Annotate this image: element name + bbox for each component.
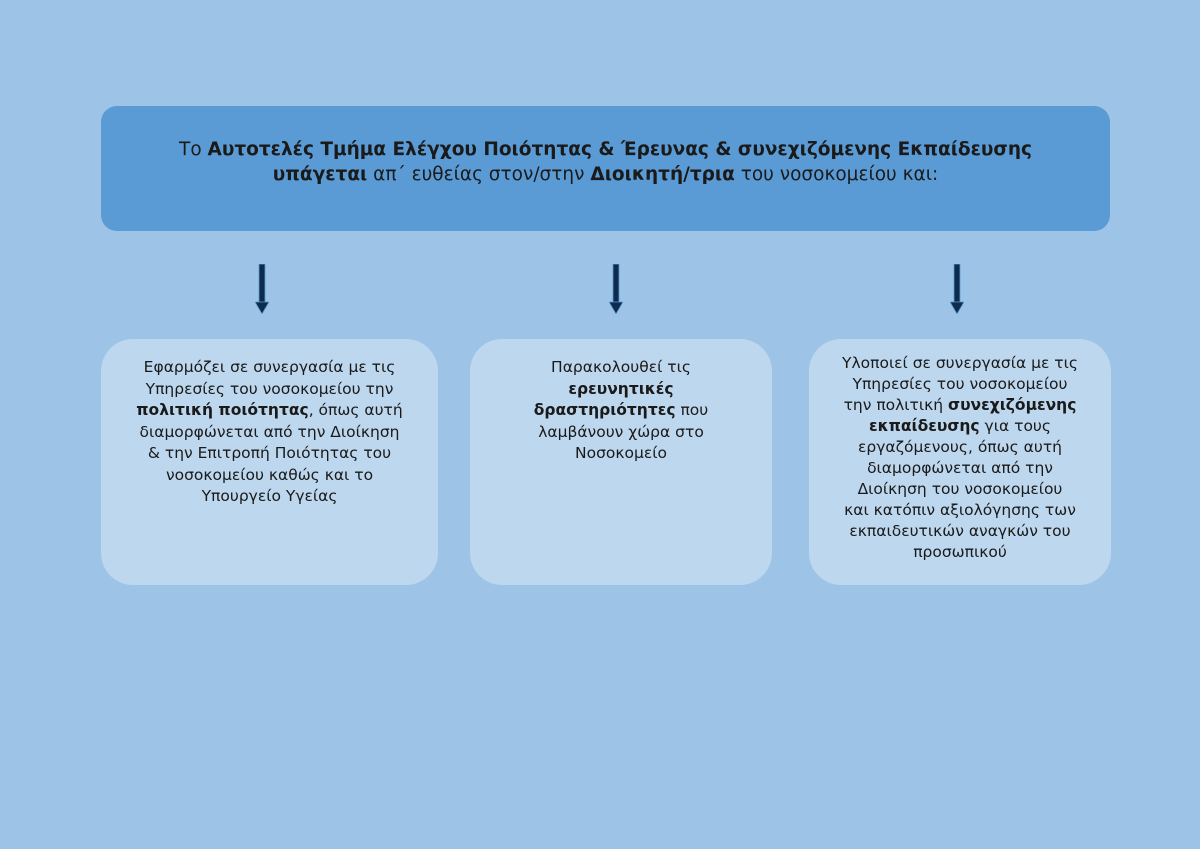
header-text-2: του νοσοκομείου και: (734, 164, 939, 185)
card-text-line (520, 357, 722, 379)
card-text: Υπουργείο Υγείας (201, 487, 338, 505)
card-text-line (129, 486, 410, 508)
card-text: για τους (979, 417, 1051, 435)
card-text-line (520, 422, 722, 444)
department-name: Αυτοτελές Τμήμα Ελέγχου Ποιότητας & Έρευνας & συνεχιζόμενης Εκπαίδευσης (207, 139, 1032, 160)
card-text-line (823, 353, 1097, 374)
card-text-bold: πολιτική ποιότητας (136, 401, 309, 419)
card-text-line (129, 400, 410, 422)
card-text: Παρακολουθεί τις (551, 358, 691, 376)
card-text-line (823, 395, 1097, 416)
card-text-line (823, 374, 1097, 395)
card-text-line (823, 542, 1097, 563)
card-text-bold: συνεχιζόμενης (948, 396, 1077, 414)
card-text: & την Επιτροπή Ποιότητας του (147, 444, 392, 462)
card-text: την πολιτική (843, 396, 949, 414)
card-text: προσωπικού (913, 543, 1007, 561)
card-text: Διοίκηση του νοσοκομείου (857, 480, 1063, 498)
card-text-line (129, 357, 410, 379)
department-header-box (101, 106, 1110, 231)
header-line-2 (131, 162, 1080, 187)
card-text: λαμβάνουν χώρα στο (538, 422, 704, 441)
card-text-line (520, 443, 722, 465)
card-text-line (129, 379, 410, 401)
header-line-1 (131, 137, 1080, 162)
director-label: Διοικητή/τρια (590, 164, 735, 185)
research-activities-card (470, 339, 772, 585)
header-prefix: Το (179, 139, 208, 160)
card-text-line (823, 521, 1097, 542)
card-text: Εφαρμόζει σε συνεργασία με τις (143, 358, 396, 376)
down-arrow-icon (950, 264, 964, 314)
card-text-line (823, 416, 1097, 437)
continuing-education-card (809, 339, 1111, 585)
card-text-line (129, 443, 410, 465)
reports-to-label: υπάγεται (272, 164, 368, 185)
card-text: διαμορφώνεται από την Διοίκηση (139, 422, 400, 441)
card-text: Υπηρεσίες του νοσοκομείου την (145, 379, 394, 398)
card-text-line (823, 437, 1097, 458)
card-text: που (675, 401, 709, 419)
down-arrow-icon (255, 264, 269, 314)
card-text-line (520, 400, 722, 422)
quality-policy-card (101, 339, 438, 585)
card-text-line (129, 422, 410, 444)
card-text: εργαζόμενους, όπως αυτή (858, 438, 1062, 456)
card-text: νοσοκομείου καθώς και το (165, 465, 374, 484)
card-text-line (823, 458, 1097, 479)
header-text-1: απ΄ ευθείας στον/στην (367, 164, 591, 185)
card-text: Υλοποιεί σε συνεργασία με τις (842, 354, 1078, 372)
card-text-bold: εκπαίδευσης (868, 417, 980, 435)
card-text-line (520, 379, 722, 401)
card-text: Νοσοκομείο (575, 444, 667, 462)
down-arrow-icon (609, 264, 623, 314)
card-text-line (823, 500, 1097, 521)
card-text-line (129, 465, 410, 487)
card-text: Υπηρεσίες του νοσοκομείου (852, 375, 1068, 393)
card-text-line (823, 479, 1097, 500)
card-text: διαμορφώνεται από την (867, 459, 1053, 477)
card-text: και κατόπιν αξιολόγησης των (844, 501, 1076, 519)
card-text: εκπαιδευτικών αναγκών του (849, 522, 1071, 540)
card-text: , όπως αυτή (308, 401, 403, 419)
card-text-bold: δραστηριότητες (533, 401, 676, 419)
card-text-bold: ερευνητικές (568, 379, 674, 398)
